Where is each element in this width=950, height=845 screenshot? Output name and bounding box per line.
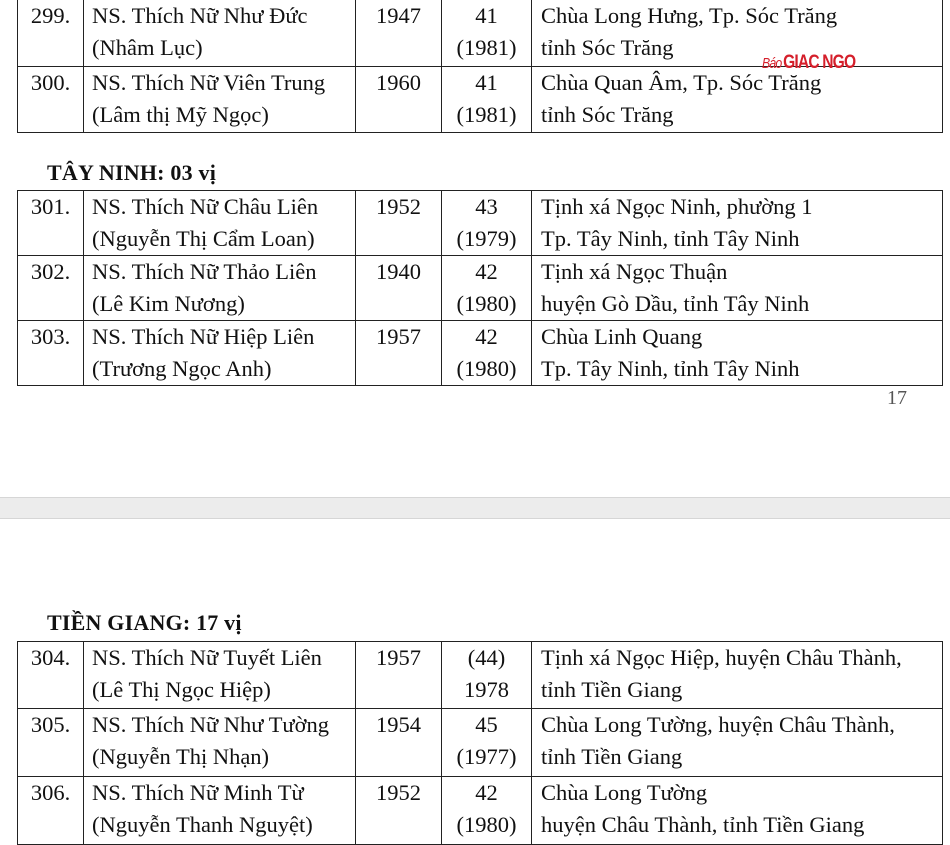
year-cell: 1954 [356, 709, 442, 777]
year-cell: 1947 [356, 0, 442, 67]
row-number: 302. [18, 256, 84, 321]
table-row [18, 709, 943, 777]
year-cell: 1940 [356, 256, 442, 321]
row-number: 300. [18, 67, 84, 133]
table-row [18, 642, 943, 709]
table-row [18, 191, 943, 256]
table-row [18, 256, 943, 321]
age-cell: 42 (1980) [442, 321, 532, 386]
year-cell: 1957 [356, 642, 442, 709]
place-cell: Tịnh xá Ngọc Ninh, phường 1 Tp. Tây Ninh, tỉnh Tây Ninh [532, 191, 943, 256]
name-cell: NS. Thích Nữ Tuyết Liên (Lê Thị Ngọc Hiệp) [84, 642, 356, 709]
name-cell: NS. Thích Nữ Như Tường (Nguyễn Thị Nhạn) [84, 709, 356, 777]
row-number: 306. [18, 777, 84, 845]
row-number: 299. [18, 0, 84, 67]
name-cell: NS. Thích Nữ Viên Trung (Lâm thị Mỹ Ngọc) [84, 67, 356, 133]
table-tay-ninh [17, 190, 943, 386]
name-cell: NS. Thích Nữ Như Đức (Nhâm Lục) [84, 0, 356, 67]
name-cell: NS. Thích Nữ Châu Liên (Nguyễn Thị Cẩm Loan) [84, 191, 356, 256]
place-cell: Tịnh xá Ngọc Thuận huyện Gò Dầu, tỉnh Tây Ninh [532, 256, 943, 321]
table-tien-giang [17, 641, 943, 845]
place-cell: Chùa Quan Âm, Tp. Sóc Trăng tỉnh Sóc Trăng [532, 67, 943, 133]
row-number: 301. [18, 191, 84, 256]
age-cell: 43 (1979) [442, 191, 532, 256]
name-cell: NS. Thích Nữ Hiệp Liên (Trương Ngọc Anh) [84, 321, 356, 386]
table-row [18, 777, 943, 845]
page-separator [0, 497, 950, 519]
name-cell: NS. Thích Nữ Thảo Liên (Lê Kim Nương) [84, 256, 356, 321]
table-row [18, 67, 943, 133]
row-number: 305. [18, 709, 84, 777]
place-cell: Chùa Long Tường huyện Châu Thành, tỉnh Tiền Giang [532, 777, 943, 845]
row-number: 304. [18, 642, 84, 709]
page-number: 17 [887, 387, 907, 409]
age-cell: 45 (1977) [442, 709, 532, 777]
age-cell: 41 (1981) [442, 0, 532, 67]
year-cell: 1952 [356, 191, 442, 256]
age-cell: 41 (1981) [442, 67, 532, 133]
section-title-tien-giang: TIỀN GIANG: 17 vị [47, 610, 242, 635]
table-row [18, 321, 943, 386]
place-cell: Chùa Long Hưng, Tp. Sóc Trăng tỉnh Sóc Trăng [532, 0, 943, 67]
section-title-tay-ninh: TÂY NINH: 03 vị [47, 160, 217, 185]
age-cell: (44) 1978 [442, 642, 532, 709]
age-cell: 42 (1980) [442, 256, 532, 321]
place-cell: Chùa Long Tường, huyện Châu Thành, tỉnh Tiền Giang [532, 709, 943, 777]
year-cell: 1952 [356, 777, 442, 845]
year-cell: 1960 [356, 67, 442, 133]
bao-giac-ngo-watermark: BáoGIAC NGO [762, 52, 856, 73]
place-cell: Chùa Linh Quang Tp. Tây Ninh, tỉnh Tây Ninh [532, 321, 943, 386]
name-cell: NS. Thích Nữ Minh Từ (Nguyễn Thanh Nguyệt) [84, 777, 356, 845]
row-number: 303. [18, 321, 84, 386]
year-cell: 1957 [356, 321, 442, 386]
document-page-bottom [0, 519, 950, 841]
age-cell: 42 (1980) [442, 777, 532, 845]
place-cell: Tịnh xá Ngọc Hiệp, huyện Châu Thành, tỉnh Tiền Giang [532, 642, 943, 709]
